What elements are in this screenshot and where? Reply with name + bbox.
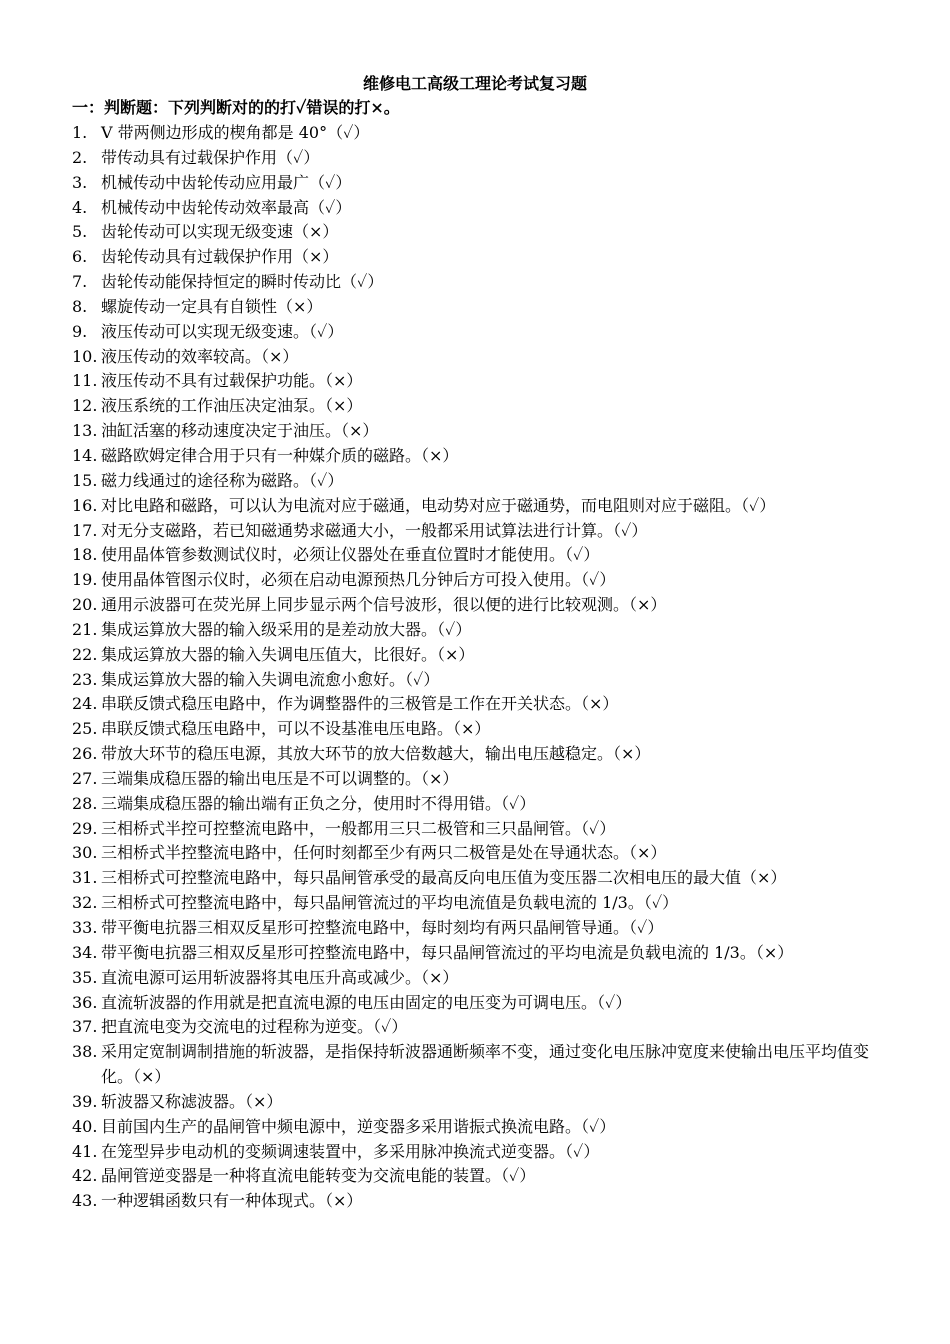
- question-item: [72, 593, 884, 618]
- question-answer: （✓）: [613, 520, 648, 540]
- question-text: 带平衡电抗器三相双反星形可控整流电路中，每只晶闸管流过的平均电流是负载电流的 1/3。: [101, 942, 756, 962]
- question-item: [72, 270, 884, 295]
- question-item: [72, 419, 884, 444]
- question-text: 斩波器又称滤波器。: [101, 1091, 246, 1111]
- question-number: 35.: [72, 967, 98, 987]
- question-text: 三端集成稳压器的输出电压是不可以调整的。: [101, 768, 422, 788]
- question-item: [72, 1140, 884, 1165]
- question-answer: （×）: [421, 967, 459, 987]
- question-number: 28.: [72, 793, 98, 813]
- question-answer: （✓）: [309, 470, 344, 490]
- question-item: [72, 891, 884, 916]
- question-text: 磁路欧姆定律合用于只有一种媒介质的磁路。: [101, 445, 422, 465]
- question-number: 42.: [72, 1166, 98, 1186]
- question-text: 液压传动可以实现无级变速。: [101, 321, 310, 341]
- question-answer: （✓）: [581, 818, 616, 838]
- question-number: 17.: [72, 520, 98, 540]
- question-item: [72, 717, 884, 742]
- question-number: 13.: [72, 421, 98, 441]
- question-text: 油缸活塞的移动速度决定于油压。: [101, 421, 342, 441]
- question-number: 4.: [72, 197, 88, 217]
- question-item: [72, 121, 884, 146]
- question-answer: （×）: [277, 296, 323, 316]
- question-number: 29.: [72, 818, 98, 838]
- question-text: 集成运算放大器的输入失调电压值大，比很好。: [101, 644, 438, 664]
- question-text: V 带两侧边形成的楔角都是 40°: [101, 123, 328, 142]
- question-item: [72, 171, 884, 196]
- question-answer: （✓）: [501, 793, 536, 813]
- question-answer: （✓）: [741, 495, 776, 515]
- question-item: [72, 543, 884, 568]
- question-text: 使用晶体管参数测试仪时，必须让仪器处在垂直位置时才能使用。: [101, 545, 566, 565]
- question-text: 机械传动中齿轮传动效率最高: [101, 197, 310, 217]
- question-number: 6.: [72, 247, 88, 267]
- question-answer: （×）: [437, 644, 475, 664]
- question-number: 21.: [72, 619, 98, 639]
- question-answer: （✓）: [277, 147, 320, 167]
- question-number: 22.: [72, 644, 98, 664]
- question-item: [72, 320, 884, 345]
- question-answer: （✓）: [581, 1116, 616, 1136]
- question-answer: （×）: [421, 768, 459, 788]
- question-number: 24.: [72, 694, 98, 714]
- question-number: 20.: [72, 595, 98, 615]
- question-number: 23.: [72, 669, 98, 689]
- question-number: 16.: [72, 495, 98, 515]
- question-number: 38.: [72, 1042, 98, 1062]
- question-item: [72, 1164, 884, 1189]
- question-item: [72, 295, 884, 320]
- question-item: [72, 767, 884, 792]
- question-answer: （×）: [293, 247, 339, 267]
- question-number: 26.: [72, 744, 98, 764]
- question-text: 机械传动中齿轮传动应用最广: [101, 172, 310, 192]
- question-answer: （×）: [453, 719, 491, 739]
- question-answer: （×）: [629, 843, 667, 863]
- question-answer: （×）: [341, 421, 379, 441]
- question-number: 31.: [72, 868, 98, 888]
- question-text: 集成运算放大器的输入级采用的是差动放大器。: [101, 619, 438, 639]
- question-item: [72, 618, 884, 643]
- question-item: [72, 916, 884, 941]
- question-text: 螺旋传动一定具有自锁性: [101, 296, 278, 316]
- question-text: 三相桥式半控可控整流电路中，一般都用三只二极管和三只晶闸管。: [101, 818, 582, 838]
- question-item: [72, 245, 884, 270]
- question-text: 对比电路和磁路，可以认为电流对应于磁通，电动势对应于磁通势，而电阻则对应于磁阻。: [101, 495, 742, 515]
- question-number: 43.: [72, 1191, 98, 1211]
- question-text: 串联反馈式稳压电路中，作为调整器件的三极管是工作在开关状态。: [101, 694, 582, 714]
- question-text: 采用定宽制调制措施的斩波器，是指保持斩波器通断频率不变，通过变化电压脉冲宽度来使输出电压平均值变化。: [101, 1042, 870, 1087]
- question-number: 33.: [72, 918, 98, 937]
- question-number: 27.: [72, 768, 98, 788]
- question-text: 三相桥式可控整流电路中，每只晶闸管承受的最高反向电压值为变压器二次相电压的最大值: [101, 868, 742, 888]
- question-text: 磁力线通过的途径称为磁路。: [101, 470, 310, 490]
- question-answer: （✓）: [405, 669, 440, 689]
- question-number: 15.: [72, 470, 98, 490]
- question-answer: （✓）: [643, 893, 679, 913]
- question-number: 14.: [72, 445, 98, 465]
- question-text: 直流电源可运用斩波器将其电压升高或减少。: [101, 967, 422, 987]
- question-item: [72, 866, 884, 891]
- question-number: 30.: [72, 843, 98, 863]
- question-answer: （×）: [133, 1067, 171, 1087]
- question-text: 三相桥式半控整流电路中，任何时刻都至少有两只二极管是处在导通状态。: [101, 843, 630, 863]
- question-text: 集成运算放大器的输入失调电流愈小愈好。: [101, 669, 406, 689]
- question-answer: （×）: [629, 595, 667, 615]
- question-item: [72, 1115, 884, 1140]
- question-item: [72, 692, 884, 717]
- question-number: 39.: [72, 1091, 98, 1111]
- question-text: 带平衡电抗器三相双反星形可控整流电路中，每时刻均有两只晶闸管导通。: [101, 918, 630, 937]
- question-number: 9.: [72, 321, 88, 341]
- question-number: 11.: [72, 371, 98, 391]
- question-answer: （×）: [325, 1191, 363, 1211]
- question-list: [72, 121, 884, 1214]
- question-number: 1.: [72, 123, 88, 142]
- question-item: [72, 444, 884, 469]
- question-item: [72, 519, 884, 544]
- question-item: [72, 792, 884, 817]
- question-answer: （×）: [261, 346, 299, 366]
- question-item: [72, 1090, 884, 1115]
- question-text: 串联反馈式稳压电路中，可以不设基准电压电路。: [101, 719, 454, 739]
- question-text: 齿轮传动可以实现无级变速: [101, 222, 294, 242]
- question-text: 目前国内生产的晶闸管中频电源中，逆变器多采用谐振式换流电路。: [101, 1116, 582, 1136]
- question-answer: （✓）: [565, 1141, 600, 1161]
- question-number: 41.: [72, 1141, 98, 1161]
- question-item: [72, 494, 884, 519]
- question-answer: （✓）: [437, 619, 472, 639]
- question-item: [72, 991, 884, 1016]
- question-number: 25.: [72, 719, 98, 739]
- question-item: [72, 1040, 884, 1090]
- question-text: 齿轮传动具有过载保护作用: [101, 247, 294, 267]
- question-item: [72, 668, 884, 693]
- question-text: 液压系统的工作油压决定油泵。: [101, 396, 326, 416]
- question-item: [72, 643, 884, 668]
- question-number: 5.: [72, 222, 88, 242]
- question-text: 通用示波器可在荧光屏上同步显示两个信号波形，很以便的进行比较观测。: [101, 595, 630, 615]
- question-answer: （✓）: [327, 123, 370, 142]
- question-text: 一种逻辑函数只有一种体现式。: [101, 1191, 326, 1211]
- question-number: 40.: [72, 1116, 98, 1136]
- question-text: 使用晶体管图示仪时，必须在启动电源预热几分钟后方可投入使用。: [101, 570, 582, 590]
- question-text: 液压传动的效率较高。: [101, 346, 262, 366]
- question-text: 带放大环节的稳压电源，其放大环节的放大倍数越大，输出电压越稳定。: [101, 744, 614, 764]
- question-number: 34.: [72, 942, 98, 962]
- question-text: 对无分支磁路，若已知磁通势求磁通大小，一般都采用试算法进行计算。: [101, 520, 614, 540]
- question-item: [72, 196, 884, 221]
- question-answer: （×）: [741, 868, 787, 888]
- question-answer: （✓）: [309, 172, 352, 192]
- question-number: 12.: [72, 396, 98, 416]
- question-text: 三相桥式可控整流电路中，每只晶闸管流过的平均电流值是负载电流的 1/3。: [101, 893, 644, 913]
- question-answer: （×）: [245, 1091, 283, 1111]
- question-answer: （×）: [325, 396, 363, 416]
- question-answer: （✓）: [629, 918, 664, 937]
- question-answer: （✓）: [597, 992, 632, 1012]
- question-text: 三端集成稳压器的输出端有正负之分，使用时不得用错。: [101, 793, 502, 813]
- question-answer: （×）: [421, 445, 459, 465]
- question-item: [72, 568, 884, 593]
- question-text: 在笼型异步电动机的变频调速装置中，多采用脉冲换流式逆变器。: [101, 1141, 566, 1161]
- question-number: 37.: [72, 1017, 98, 1037]
- question-item: [72, 742, 884, 767]
- question-item: [72, 469, 884, 494]
- question-number: 36.: [72, 992, 98, 1012]
- question-number: 32.: [72, 893, 98, 913]
- question-answer: （×）: [325, 371, 363, 391]
- question-answer: （×）: [581, 694, 619, 714]
- question-number: 2.: [72, 147, 88, 167]
- question-answer: （×）: [293, 222, 339, 242]
- question-text: 带传动具有过载保护作用: [101, 147, 278, 167]
- question-answer: （✓）: [565, 545, 600, 565]
- document-title: 维修电工高级工理论考试复习题: [362, 74, 587, 93]
- question-text: 晶闸管逆变器是一种将直流电能转变为交流电能的装置。: [101, 1166, 502, 1186]
- question-item: [72, 1015, 884, 1040]
- question-number: 7.: [72, 272, 88, 292]
- question-text: 直流斩波器的作用就是把直流电源的电压由固定的电压变为可调电压。: [101, 992, 598, 1012]
- question-item: [72, 941, 884, 966]
- question-text: 齿轮传动能保持恒定的瞬时传动比: [101, 272, 342, 292]
- question-item: [72, 369, 884, 394]
- question-number: 19.: [72, 570, 98, 590]
- question-item: [72, 345, 884, 370]
- question-item: [72, 817, 884, 842]
- question-text: 把直流电变为交流电的过程称为逆变。: [101, 1017, 374, 1037]
- question-answer: （✓）: [309, 321, 344, 341]
- question-answer: （✓）: [501, 1166, 536, 1186]
- question-item: [72, 146, 884, 171]
- question-item: [72, 1189, 884, 1214]
- question-item: [72, 966, 884, 991]
- question-answer: （✓）: [373, 1017, 408, 1037]
- question-answer: （✓）: [309, 197, 352, 217]
- question-answer: （✓）: [581, 570, 616, 590]
- question-answer: （×）: [755, 942, 794, 962]
- section-heading: 一：判断题：下列判断对的的打✓错误的打×。: [72, 98, 400, 117]
- question-answer: （✓）: [341, 272, 384, 292]
- question-text: 液压传动不具有过载保护功能。: [101, 371, 326, 391]
- question-answer: （×）: [613, 744, 651, 764]
- question-item: [72, 394, 884, 419]
- question-number: 8.: [72, 296, 88, 316]
- question-item: [72, 841, 884, 866]
- question-item: [72, 220, 884, 245]
- question-number: 3.: [72, 172, 88, 192]
- question-number: 10.: [72, 346, 98, 366]
- question-number: 18.: [72, 545, 98, 565]
